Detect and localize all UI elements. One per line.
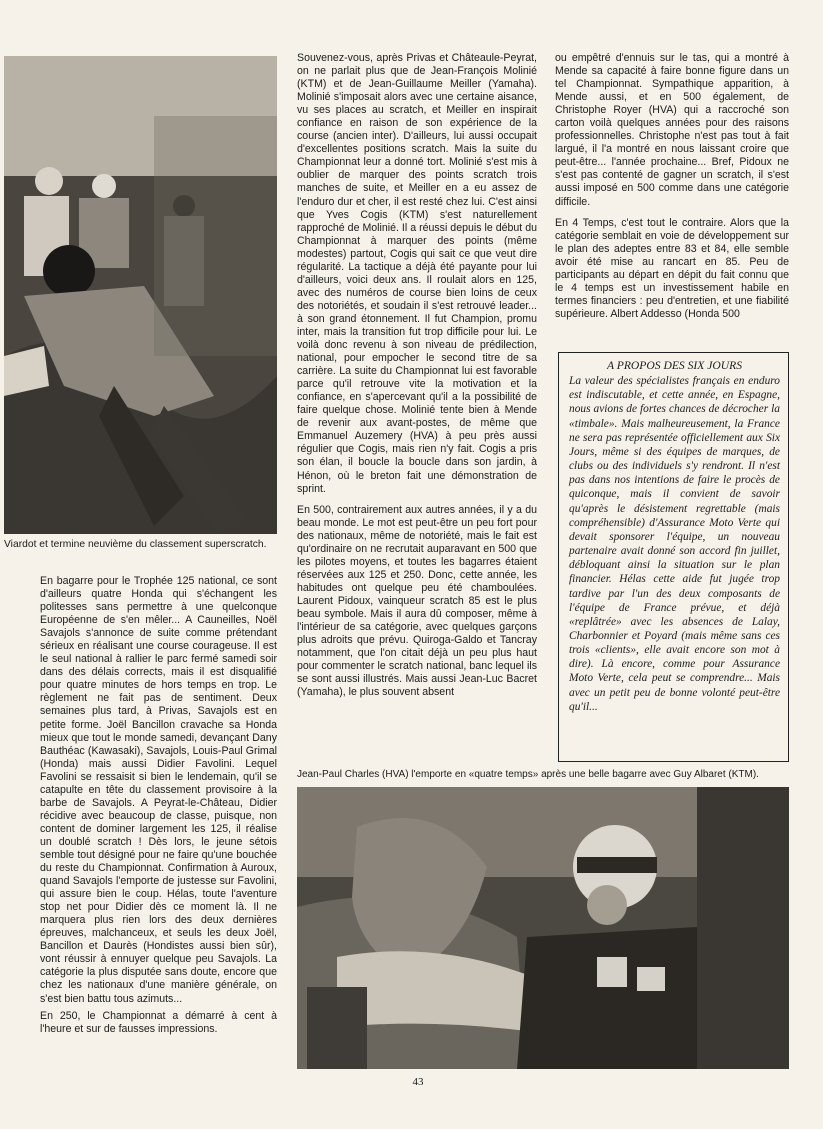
sidebar-text: La valeur des spécialistes français en enduro est indiscutable, et cette année, en Espagne, nous avions de fortes chances de décrocher la «timbale». Mais malheureusement, la France ne sera pas représentée officiellement aux Six Jours, même si des équipes de marques, de clubs ou des individuels s'y rendront. Il n'est pas dans nos intentions de faire le procès de quiconque, mais il convient de savoir qu'après le désistement regrettable (mais compréhensible) d'Assurance Moto Verte qui devait sponsorer l'équipe, un nouveau partenaire avait donné son accord fin juillet, débloquant ainsi la situation sur le plan financier. Hélas cette aide fut jugée trop tardive par l'un des deux composants de l'équipe de France prévue, et déjà «replâtrée» avec les absences de Lalay, Charbonnier et Poyard (mais même sans ces trois «clients», elle avait encore son mot à dire). Là encore, comme pour Assurance Moto Verte, cela peut se comprendre... Mais avec un petit peu de bonne volonté peut-être qu'il... (569, 375, 780, 713)
photo-enduro-rider (4, 56, 277, 534)
col2-paragraph-1: Souvenez-vous, après Privas et Châteaule-Peyrat, on ne parlait plus que de Jean-François Molinié (KTM) et de Jean-Guillaume Meiller (Yamaha). Molinié s'imposait alors avec une certaine aisance, vu ses places au scratch, et Meiller en inspirait confiance en raison de son expérience de la course (ancien inter). D'ailleurs, lui aussi occupait d'excellentes positions scratch. Mais la suite du Championnat leur a donné tort. Molinié s'est mis à oublier de marquer des points scratch trois manches de suite, et Meiller en a eu assez de l'enduro dur et cher, il est resté chez lui. C'est ainsi que Yves Cogis (KTM) s'est naturellement rapproché de Molinié. Il a réussi depuis le début du Championnat à marquer des points (même modestes) partout, Cogis qui sait ce que veut dire régularité. La tactique a déjà été payante pour lui d'ailleurs, voici deux ans. Il roulait alors en 125, avec des numéros de course bien loins de ceux des notoriétés, et soudain il s'est retrouvé leader... à son grand étonnement. Il fut Champion, promu inter, mais la transition fut trop difficile pour lui. Le voilà donc revenu à son niveau de prédilection, national, pour empocher le second titre de sa carrière. La suite du Championnat lui est favorable parce qu'il retrouve vite la motivation et la confiance, en s'apercevant qu'il a la possibilité de faire quelque chose. Molinié tente bien à Mende de revenir aux avant-postes, de même que Emmanuel Auzemery (HVA) à peu près aussi régulier que Cogis, mais rien n'y fait. Cogis a pris son élan, il boucle la boucle dans son jardin, à Hénon, où le breton fait une démonstration de sprint. (297, 52, 537, 495)
col1-paragraph-1: En bagarre pour le Trophée 125 national, ce sont d'ailleurs quatre Honda qui s'échangent les politesses sans permettre à une quelconque Européenne de s'en mêler... A Cauneilles, Noël Savajols s'annonce de suite comme prétendant sérieux en réalisant une course courageuse. Il est le seul national à rallier le parc fermé samedi soir dans des délais corrects, mais il est disqualifié pour quatre minutes de hors temps en trop. Le règlement ne fait pas de sentiment. Deux semaines plus tard, à Privas, Savajols est en petite forme. Joël Bancillon cravache sa Honda mieux que tout le monde samedi, devançant Dany Bauthéac (Kawasaki), Savajols, Louis-Paul Grimal (Honda) mais aussi Didier Favolini. Lequel Favolini se ressaisit si bien le lendemain, qu'il se catapulte en tête du classement provisoire à la barbe de Savajols. A Peyrat-le-Château, Didier récidive avec beaucoup de classe, puisque, non content de dominer largement les 125, il réalise un doublé scratch ! Dès lors, le jeune sétois semble tout désigné pour ne faire qu'une bouchée du reste du Championnat. Confirmation à Auroux, quand Savajols l'emporte de justesse sur Favolini, qui assure bien le coup. Hélas, toute l'aventure stop net pour Didier dès ce moment là. Il ne marquera plus rien lors des deux dernières épreuves, malchanceux, et seuls les deux Joël, Bancillon et Daurès (Hondistes aussi bien sûr), vont réussir à ennuyer quelque peu Savajols. La catégorie la plus disputée sans doute, encore que chez les nationaux d'une manière générale, on s'est bien battu tous azimuts... (40, 575, 277, 1005)
photo2-caption: Jean-Paul Charles (HVA) l'emporte en «quatre temps» après une belle bagarre avec Guy Albaret (KTM). (297, 769, 759, 780)
page-number: 43 (412, 1076, 424, 1088)
col3-paragraph-1: ou empêtré d'ennuis sur le tas, qui a montré à Mende sa capacité à faire bonne figure dans un tel Championnat. Sympathique apparition, à Mende aussi, et en 500 également, de Christophe Royer (HVA) qui a raccroché son carton voilà quelques années pour des raisons professionnelles. Christophe n'est pas tout à fait largué, il l'a montré en nous laissant croire que peut-être... l'année prochaine... Bref, Pidoux ne s'est pas contenté de gagner un scratch, il s'est aussi imposé en 500 comme dans une catégorie difficile. (555, 52, 789, 208)
col2-paragraph-2: En 500, contrairement aux autres années, il y a du beau monde. Le mot est peut-être un peu fort pour des nationaux, même de notoriété, mais le fait est qu'ordinaire on ne recrutait auparavant en 500 que les pilotes moyens, et toutes les bagarres étaient réservées aux 125 et 250. Donc, cette année, les habitudes ont quelque peu été chamboulées. Laurent Pidoux, vainqueur scratch 85 est le plus beau symbole. Mais il aura dû composer, même à l'intérieur de sa catégorie, avec quelques garçons plus adroits que prévu. Quiroga-Galdo et Tancray notamment, que l'on citait déjà un peu plus haut pour commenter le scratch national, banc lequel ils se sont aussi illustrés. Mais aussi Jean-Luc Bacret (Yamaha), le plus souvent absent (297, 503, 537, 699)
col1-paragraph-2: En 250, le Championnat a démarré à cent à l'heure et sur de fausses impressions. (40, 1009, 277, 1035)
photo-four-stroke-rider (297, 787, 789, 1069)
sidebar-title: A PROPOS DES SIX JOURS (606, 359, 742, 372)
article-column-2 (297, 52, 537, 703)
article-column-3 (555, 52, 789, 325)
col3-paragraph-2: En 4 Temps, c'est tout le contraire. Alors que la catégorie semblait en voie de développement sur le plan des adeptes entre 83 et 84, elle semble avoir été mise au rancart en 85. Peu de participants au départ en dépit du fait connu que le 4 temps est un investissement habile en termes financiers : peu d'entretien, et une fiabilité supérieure. Albert Addesso (Honda 500 (555, 216, 789, 320)
sidebar-six-jours (558, 352, 789, 762)
article-column-1 (40, 575, 277, 1040)
photo1-caption: Viardot et termine neuvième du classement superscratch. (4, 539, 267, 550)
